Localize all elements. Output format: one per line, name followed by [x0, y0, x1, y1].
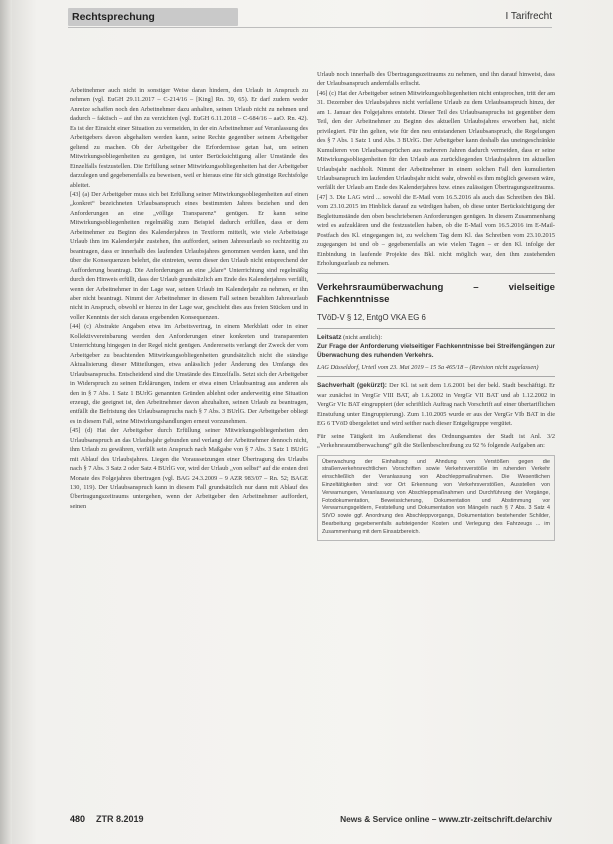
section-divider	[317, 273, 555, 274]
leitsatz-text: Zur Frage der Anforderung vielseitiger Fachkenntnisse bei Streifengängen zur Überwachung des ruhenden Verkehrs.	[317, 342, 555, 359]
left-column	[70, 86, 308, 511]
section-divider	[317, 328, 555, 329]
category-header: I Tarifrecht	[505, 11, 552, 22]
paragraph: Urlaub noch innerhalb des Übertragungszeitraums zu nehmen, und ihn darauf hinweist, dass der Urlaubsanspruch andernfalls erlischt.	[317, 71, 555, 88]
leitsatz-line	[317, 333, 555, 342]
page-fold-shadow	[0, 0, 12, 844]
section-header: Rechtsprechung	[68, 8, 238, 26]
job-description-quote: Überwachung der Einhaltung und Ahndung von Verstößen gegen die straßenverkehrsrechtlichen Vorschriften sowie Verkehrsverstöße im ruhenden Verkehr einschließlich der Veranlassung von Abschleppmaßnahmen. Die Wesentlichen Einzeltätigkeiten sind: vor Ort Erkennung von Verkehrsverstößen, Ausstellen von Verwarnungen, Veranlassung von Abschleppmaßnahmen und Durchführung der Vorgänge, Fotodokumentation, Beweissicherung, Dokumentation und Abstimmung vor Verwarnungsgeldern, Feststellung und Dokumentation von Mängeln nach § 7 Abs. 3 Satz 4 StVO sowie ggf. Anordnung des Abschleppvorgangs, Dokumentation bestehender Schilder, Bearbeitung gegebenenfalls aufsteigender Kosten und Verlegung des Fahrzeugs ... im Zusammenhang mit dem Einsatzbereich.	[317, 455, 555, 541]
paragraph: [47] 3. Die LAG wird ... sowohl die E-Mail vom 16.5.2016 als auch das Schreiben des Bkl. vom 23.10.2015 im Hinblick darauf zu würdigen haben, ob diese unter Berücksichtigung der Begleitumstände den oben beschriebenen Anforderungen genügen. In diesem Zusammenhang wird es aufzuklären und die festzustellen haben, ob die E-Mail vom 16.5.2016 im E-Mail-Postfach des Kl. eingegangen ist, zu welchem Tag dem Kl. das Schreiben vom 23.10.2015 zugegangen ist und ob – gegebenenfalls an wie vielen Tagen – er den Kl. infolge der Einbindung in laufende Projekte des Bkl. nicht möglich war, den ihm zustehenden Erholungsurlaub zu nehmen.	[317, 193, 555, 268]
sachverhalt-paragraph	[317, 381, 555, 428]
footer-archive-link: News & Service online – www.ztr-zeitschrift.de/archiv	[340, 814, 552, 824]
paragraph: [43] (a) Der Arbeitgeber muss sich bei Erfüllung seiner Mitwirkungsobliegenheiten auf einen „konkret“ bezeichneten Urlaubsanspruch eines bestimmten Jahres beziehen und den Anforderungen an eine „völlige Transparenz“ genügen. Er kann seine Mitwirkungsobliegenheiten regelmäßig zum Beispiel dadurch erfüllen, dass er dem Arbeitnehmer zu Beginn des Kalenderjahres in Textform mitteilt, wie viele Arbeitstage Urlaub ihm im Kalenderjahr zustehen, ihn auffordert, seinen Jahresurlaub so rechtzeitig zu beantragen, dass er innerhalb des laufenden Urlaubsjahres genommen werden kann, und ihn über die Konsequenzen belehrt, die eintreten, wenn dieser den Urlaub nicht entsprechend der Aufforderung beantragt. Die Anforderungen an eine „klare“ Unterrichtung sind regelmäßig durch den Hinweis erfüllt, dass der Urlaub grundsätzlich am Ende des Kalenderjahres verfällt, wenn der Arbeitnehmer in der Lage war, seinen Urlaub im Kalenderjahr zu nehmen, er ihn aber nicht beantragt. Nimmt der Arbeitnehmer in diesem Fall seinen bezahlten Jahresurlaub nicht in Anspruch, obwohl er hierzu in der Lage war, geschieht dies aus freien Stücken und in voller Kenntnis der sich daraus ergebenden Konsequenzen.	[70, 190, 308, 321]
paragraph: [45] (d) Hat der Arbeitgeber durch Erfüllung seiner Mitwirkungsobliegenheiten den Urlaubsanspruch an das Urlaubsjahr gebunden und verlangt der Arbeitnehmer dennoch nicht, ihm Urlaub zu gewähren, verfällt sein Anspruch nach Maßgabe von § 7 Abs. 3 Satz 1 BUrlG mit Ablauf des Urlaubsjahres. Liegen die Voraussetzungen einer Übertragung des Urlaubs nach § 7 Abs. 3 Satz 2 oder Satz 4 BUrlG vor, wird der Urlaub „von selbst“ auf die ersten drei Monate des Folgejahres übertragen (vgl. BAG 24.3.2009 – 9 AZR 983/07 – Rn. 52; BAGE 130, 119). Der Urlaubsanspruch kann in diesem Fall grundsätzlich nur dann mit Ablauf des Übertragungszeitraums untergehen, wenn der Arbeitgeber den Arbeitnehmer auffordert, seinen	[70, 427, 308, 510]
sachverhalt-label: Sachverhalt (gekürzt):	[317, 382, 387, 390]
header-divider	[68, 27, 552, 28]
sachverhalt-text: Der Kl. ist seit dem 1.6.2001 bei der bekl. Stadt beschäftigt. Er war zunächst in VergGr VIII BAT, ab 1.6.2002 in VergGr VII BAT und ab 1.12.2002 in VergGr VIc BAT eingruppiert (der schriftlich Auftrag nach Vorschrift auf einer übertariflichen Einstufung unter Eingruppierung). Zum 1.10.2005 wurde er aus der VergGr VIb BAT in die EG 6 TVöD übergeleitet und wird seither nach dieser Entgeltgruppe vergütet.	[317, 382, 555, 428]
page-number: 480	[70, 814, 86, 824]
case-citation: LAG Düsseldorf, Urteil vom 23. Mai 2019 – 15 Sa 465/18 – (Revision nicht zugelassen)	[317, 363, 539, 371]
paragraph: [46] (c) Hat der Arbeitgeber seinen Mitwirkungsobliegenheiten nicht entsprochen, tritt der am 31. Dezember des Urlaubsjahres nicht verfallene Urlaub zu dem Urlaubsanspruch hinzu, der am 1. Januar des Folgejahres entsteht. Dieser Teil des Urlaubsanspruchs ist gegenüber dem Teil, den der Arbeitnehmer zu Beginn des aktuellen Urlaubsjahres erworben hat, nicht privilegiert. Für ihn gelten, wie für den neu entstandenen Urlaubsanspruch, die Regelungen des § 7 Abs. 1 Satz 1 und Abs. 3 BUrlG. Der Arbeitgeber kann deshalb das uneingeschränkte Kumulieren von Urlaubsansprüchen aus mehreren Jahren dadurch vermeiden, dass er seine Mitwirkungsobliegenheiten für den Urlaub aus zurückliegenden Urlaubsjahren im aktuellen Urlaubsjahr nachholt. Nimmt der Arbeitnehmer in einem solchen Fall den kumulierten Urlaubsanspruch im laufenden Urlaubsjahr nicht wahr, obwohl es ihm möglich gewesen wäre, verfällt der Urlaub am Ende des Kalenderjahres bzw. eines zulässigen Übertragungszeitraums.	[317, 89, 555, 192]
article-norms: TVöD-V § 12, EntgO VKA EG 6	[317, 312, 426, 322]
paragraph: [44] (c) Abstrakte Angaben etwa im Arbeitsvertrag, in einem Merkblatt oder in einer Kollektivvereinbarung werden den Anforderungen einer konkreten und transparenten Unterrichtung hingegen in der Regel nicht genügen. Andererseits verlangt der Zweck der vom Arbeitgeber zu beachtenden Mitwirkungsobliegenheiten grundsätzlich nicht die ständige Aktualisierung dieser Mitteilungen, etwa anlässlich jeder Änderung des Umfangs des Urlaubsanspruchs. Entscheidend sind die Umstände des Einzelfalls. Setzt sich der Arbeitgeber in Widerspruch zu seinen Erklärungen, indem er etwa einen Urlaubsantrag aus anderen als den in § 7 Abs. 1 Satz 1 BUrlG genannten Gründen ablehnt oder anderweitig eine Situation erzeugt, die geeignet ist, den Arbeitnehmer davon abzuhalten, seinen Urlaub zu beantragen, entfällt die Befristung des Urlaubsanspruchs nach § 7 Abs. 3 BUrlG. Der Arbeitgeber obliegt es in diesem Fall, seine Mitwirkungshandlungen erneut vorzunehmen.	[70, 323, 308, 425]
paragraph: Arbeitnehmer auch nicht in sonstiger Weise daran hindern, den Urlaub in Anspruch zu nehmen (vgl. EuGH 29.11.2017 – C-214/16 – [King] Rn. 39, 65). Er darf zudem weder Anreize schaffen noch den Arbeitnehmer dazu anhalten, seinen Urlaub nicht zu nehmen und dadurch – faktisch – auf ihn zu verzichten (vgl. EuGH 6.11.2018 – C-684/16 – aaO. Rn. 42). Es ist der Einsicht einer Situation zu vermeiden, in der ein Arbeitnehmer auf Veranlassung des Arbeitgebers davon abgehalten werden kann, seine Rechte gegenüber seinem Arbeitgeber geltend zu machen. Ob der Arbeitgeber die Erfordernisse getan hat, um seinen Mitwirkungsobliegenheiten zu genügen, ist unter Berücksichtigung aller Umstände des Einzelfalls festzustellen. Die Erfüllung seiner Mitwirkungsobliegenheiten hat der Arbeitgeber darzulegen und gegebenenfalls zu beweisen, weil er hieraus eine für sich günstige Rechtsfolge ableitet.	[70, 87, 308, 189]
leitsatz-label: Leitsatz	[317, 333, 342, 341]
journal-issue: ZTR 8.2019	[96, 814, 144, 824]
right-column	[317, 70, 555, 541]
leitsatz-note: (nicht amtlich):	[343, 333, 383, 341]
task-paragraph: Für seine Tätigkeit im Außendienst des Ordnungsamtes der Stadt ist Anl. 3/2 „Verkehrsraumüberwachung“ gilt die Stellenbeschreibung zu 92 % folgende Aufgaben an:	[317, 432, 555, 450]
article-heading: Verkehrsraumüberwachung – vielseitige Fachkenntnisse	[317, 281, 555, 305]
section-divider	[317, 376, 555, 377]
